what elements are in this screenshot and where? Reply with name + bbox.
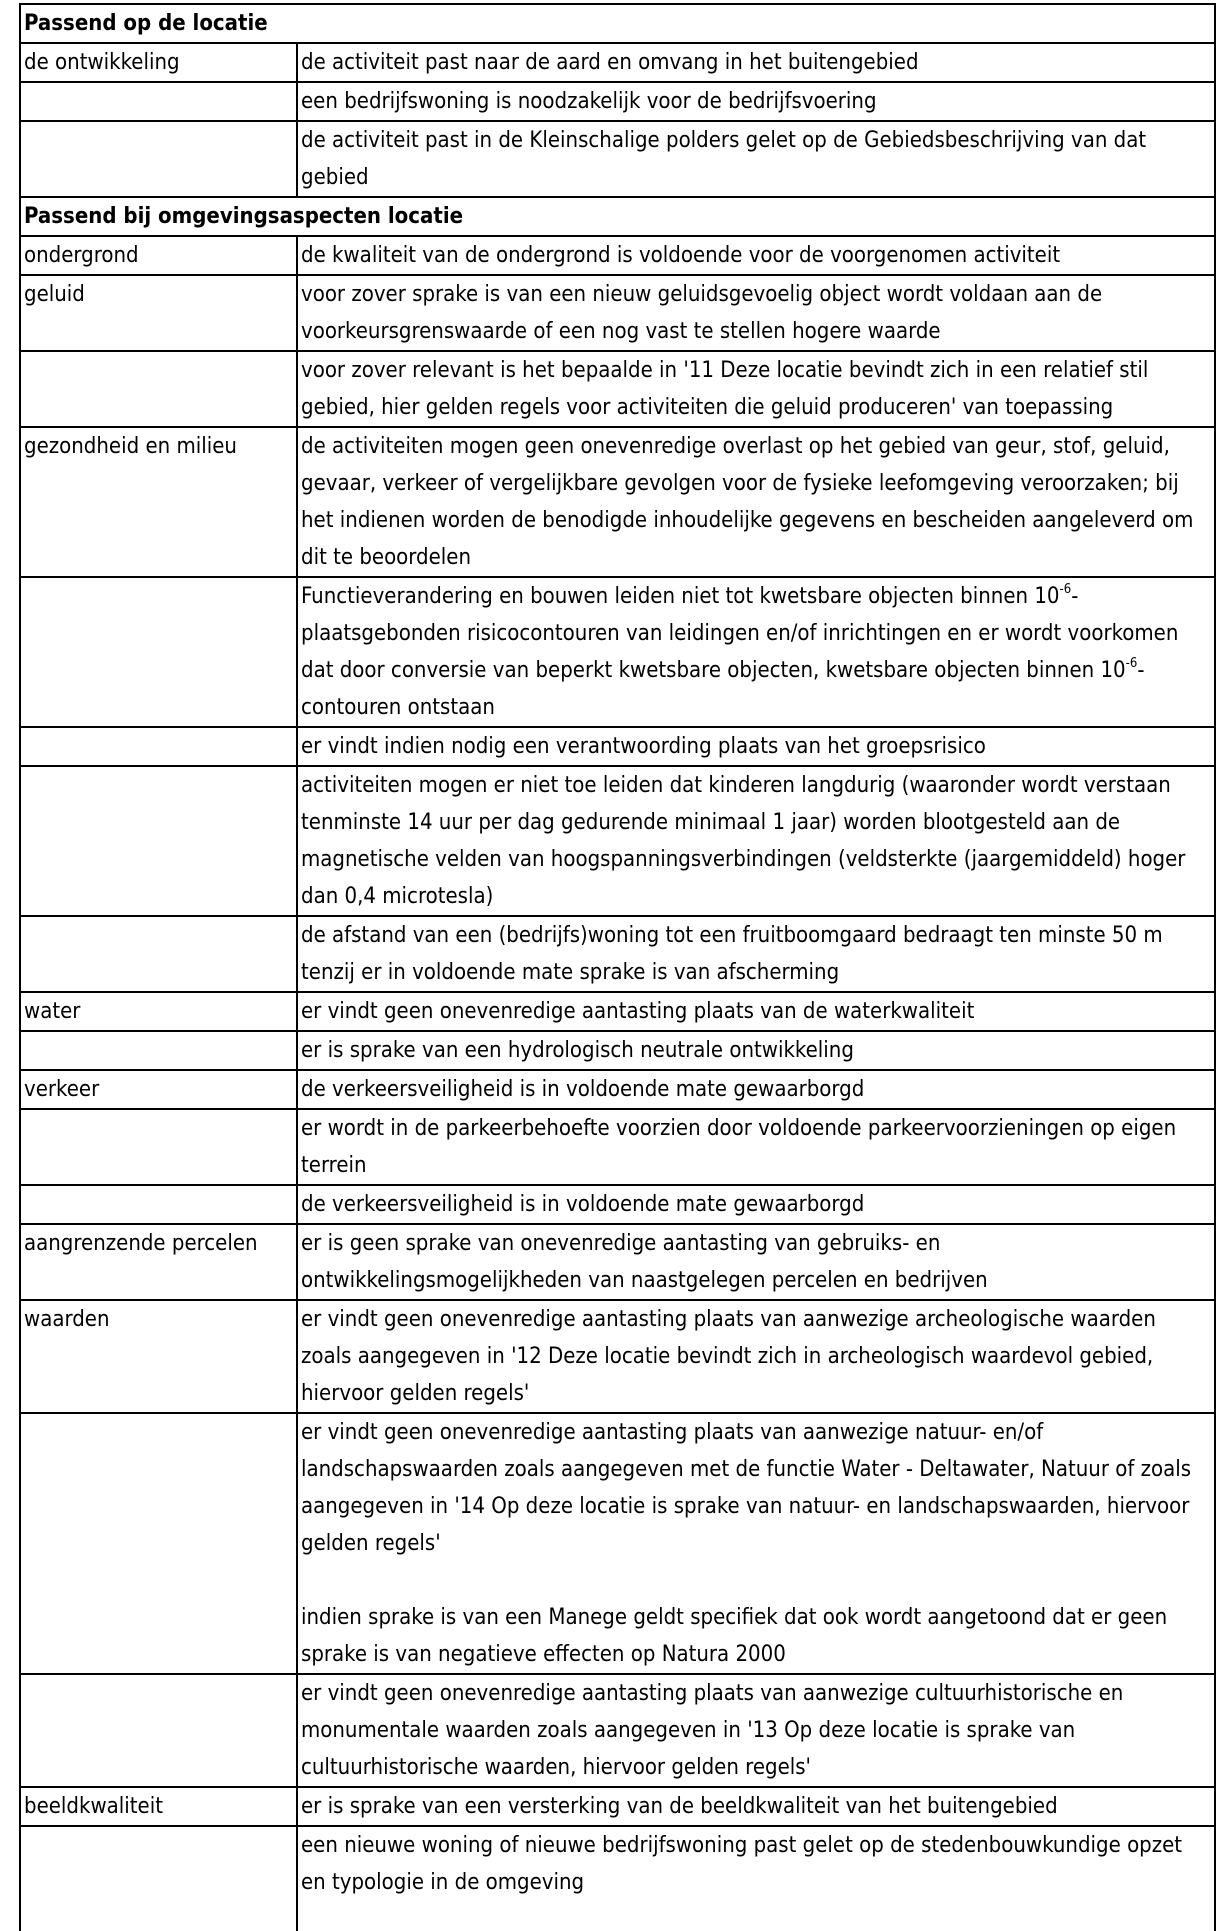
aspect-label: aangrenzende percelen [20, 1224, 297, 1300]
table-row [20, 1224, 1215, 1300]
criterion-text [297, 1674, 1215, 1787]
aspect-label [20, 1031, 297, 1070]
criterion-text [297, 82, 1215, 121]
criterion-text [297, 1787, 1215, 1826]
table-row [20, 577, 1215, 727]
criterion-text [297, 1109, 1215, 1185]
section-title: Passend bij omgevingsaspecten locatie [20, 197, 1215, 236]
table-row [20, 43, 1215, 82]
aspect-label: beeldkwaliteit [20, 1787, 297, 1826]
criterion-text [297, 43, 1215, 82]
criterion-paragraph: er wordt in de parkeerbehoefte voorzien door voldoende parkeervoorzieningen op eigen terrein [301, 1116, 1177, 1178]
criterion-paragraph: er is geen sprake van onevenredige aantasting van gebruiks- en ontwikkelingsmogelijkheden van naastgelegen percelen en bedrijven [301, 1231, 988, 1293]
aspect-label: geluid [20, 275, 297, 351]
criterion-paragraph: voor zover relevant is het bepaalde in '11 Deze locatie bevindt zich in een relatief stil gebied, hier gelden regels voor activiteiten die geluid produceren' van toepassing [301, 358, 1149, 420]
criteria-table [19, 3, 1216, 1931]
aspect-label [20, 121, 297, 197]
aspect-label: gezondheid en milieu [20, 427, 297, 577]
criterion-paragraph: er is sprake van een versterking van de beeldkwaliteit van het buitengebied [301, 1794, 1058, 1819]
table-row [20, 1413, 1215, 1674]
criterion-paragraph: de kwaliteit van de ondergrond is voldoende voor de voorgenomen activiteit [301, 243, 1061, 268]
criterion-text [297, 1826, 1215, 1931]
table-row [20, 275, 1215, 351]
superscript-exponent: -6 [1059, 581, 1072, 597]
criterion-paragraph: de verkeersveiligheid is in voldoende mate gewaarborgd [301, 1192, 865, 1217]
criterion-paragraph: de activiteit past naar de aard en omvang in het buitengebied [301, 50, 919, 75]
criterion-paragraph: de activiteit past in de Kleinschalige polders gelet op de Gebiedsbeschrijving van dat gebied [301, 128, 1147, 190]
aspect-label: verkeer [20, 1070, 297, 1109]
criterion-text [297, 236, 1215, 275]
table-row [20, 427, 1215, 577]
aspect-label [20, 1109, 297, 1185]
table-row [20, 916, 1215, 992]
table-row [20, 1787, 1215, 1826]
criterion-paragraph: voor zover sprake is van een nieuw geluidsgevoelig object wordt voldaan aan de voorkeursgrenswaarde of een nog vast te stellen hogere waarde [301, 282, 1103, 344]
table-row [20, 1185, 1215, 1224]
table-row [20, 351, 1215, 427]
criterion-paragraph: de activiteiten mogen geen onevenredige overlast op het gebied van geur, stof, geluid, gevaar, verkeer of vergelijkbare gevolgen voor de fysieke leefomgeving veroorzaken; bij het indienen worden de benodigde inhoudelijke gegevens en bescheiden aangeleverd om dit te beoordelen [301, 434, 1194, 570]
criterion-text [297, 1224, 1215, 1300]
aspect-label [20, 766, 297, 916]
table-row [20, 992, 1215, 1031]
table-row [20, 1300, 1215, 1413]
criterion-text [297, 766, 1215, 916]
aspect-label: ondergrond [20, 236, 297, 275]
criteria-table-body [20, 4, 1215, 1931]
criterion-text [297, 121, 1215, 197]
criterion-text [297, 916, 1215, 992]
section-header-row [20, 4, 1215, 43]
aspect-label: water [20, 992, 297, 1031]
table-row [20, 1070, 1215, 1109]
criterion-paragraph: er vindt geen onevenredige aantasting plaats van aanwezige archeologische waarden zoals aangegeven in '12 Deze locatie bevindt zich in archeologisch waardevol gebied, hiervoor gelden regels' [301, 1307, 1156, 1406]
section-header-row [20, 197, 1215, 236]
criterion-paragraph: activiteiten mogen er niet toe leiden dat kinderen langdurig (waaronder wordt verstaan tenminste 14 uur per dag gedurende minimaal 1 jaar) worden blootgesteld aan de magnetische velden van hoogspanningsverbindingen (veldsterkte (jaargemiddeld) hoger dan 0,4 microtesla) [301, 773, 1186, 909]
table-row [20, 1674, 1215, 1787]
criterion-text [297, 427, 1215, 577]
aspect-label [20, 1185, 297, 1224]
aspect-label [20, 577, 297, 727]
table-row [20, 727, 1215, 766]
criterion-paragraph: een nieuwe woning of nieuwe bedrijfswoning past gelet op de stedenbouwkundige opzet en typologie in de omgeving [301, 1833, 1183, 1895]
criterion-text [297, 275, 1215, 351]
criterion-text [297, 1070, 1215, 1109]
criterion-text [297, 1185, 1215, 1224]
aspect-label: waarden [20, 1300, 297, 1413]
criterion-text [297, 727, 1215, 766]
aspect-label [20, 351, 297, 427]
aspect-label [20, 1826, 297, 1931]
criterion-paragraph: de afstand van een (bedrijfs)woning tot een fruitboomgaard bedraagt ten minste 50 m tenzij er in voldoende mate sprake is van afscherming [301, 923, 1163, 985]
criterion-text [297, 1300, 1215, 1413]
criterion-paragraph: er vindt geen onevenredige aantasting plaats van de waterkwaliteit [301, 999, 975, 1024]
aspect-label: de ontwikkeling [20, 43, 297, 82]
table-row [20, 236, 1215, 275]
criterion-text [297, 1413, 1215, 1674]
criterion-paragraph: er vindt geen onevenredige aantasting plaats van aanwezige natuur- en/of landschapswaarden zoals aangegeven met de functie Water - Deltawater, Natuur of zoals aangegeven in '14 Op deze locatie is sprake van natuur- en landschapswaarden, hiervoor gelden regels' [301, 1420, 1192, 1556]
criterion-paragraph: indien sprake is van een Manege geldt specifiek dat ook wordt aangetoond dat er geen sprake is van negatieve effecten op Natura 2000 [301, 1605, 1168, 1667]
table-row [20, 1826, 1215, 1931]
table-row [20, 1109, 1215, 1185]
criterion-paragraph: er is sprake van een hydrologisch neutrale ontwikkeling [301, 1038, 854, 1063]
table-row [20, 82, 1215, 121]
table-row [20, 121, 1215, 197]
section-title: Passend op de locatie [20, 4, 1215, 43]
criterion-paragraph: een bedrijfswoning is noodzakelijk voor de bedrijfsvoering [301, 89, 877, 114]
criterion-text: Functieverandering en bouwen leiden niet tot kwetsbare objecten binnen $10^{-6}$-plaatsgebonden risicocontouren van leidingen en/of inrichtingen en er wordt voorkomen dat door conversie van beperkt kwetsbare objecten, kwetsbare objecten binnen $10^{-6}$-contouren ontstaan [297, 577, 1215, 727]
aspect-label [20, 727, 297, 766]
aspect-label [20, 916, 297, 992]
aspect-label [20, 82, 297, 121]
criterion-text [297, 351, 1215, 427]
criterion-text [297, 1031, 1215, 1070]
criterion-paragraph: er vindt geen onevenredige aantasting plaats van aanwezige cultuurhistorische en monumentale waarden zoals aangegeven in '13 Op deze locatie is sprake van cultuurhistorische waarden, hiervoor gelden regels' [301, 1681, 1124, 1780]
criteria-table-page [19, 3, 1214, 1931]
criterion-text [297, 992, 1215, 1031]
aspect-label [20, 1674, 297, 1787]
superscript-exponent: -6 [1125, 655, 1138, 671]
table-row [20, 1031, 1215, 1070]
criterion-paragraph: de verkeersveiligheid is in voldoende mate gewaarborgd [301, 1077, 865, 1102]
criterion-paragraph: er vindt indien nodig een verantwoording plaats van het groepsrisico [301, 734, 986, 759]
table-row [20, 766, 1215, 916]
aspect-label [20, 1413, 297, 1674]
